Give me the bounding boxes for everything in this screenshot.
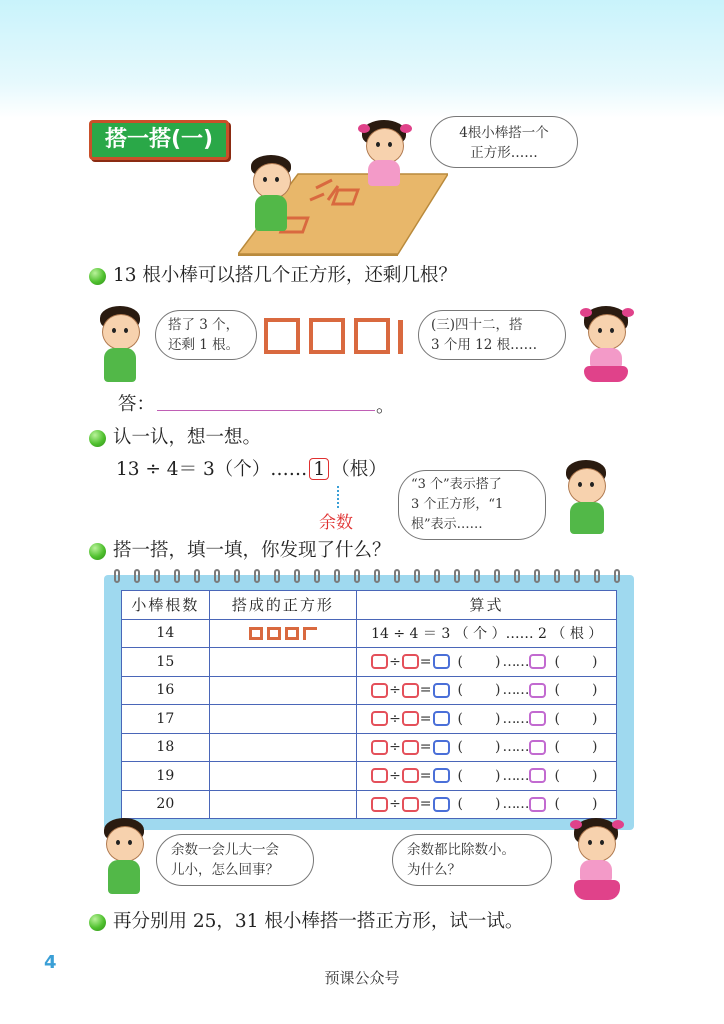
remainder-box (309, 458, 329, 480)
intro-bubble-line-1: 4根小棒搭一个 (459, 125, 549, 141)
stick-square-3 (354, 318, 390, 354)
girl-figure-bottom (566, 818, 628, 908)
boy-figure-middle (556, 460, 620, 540)
formula-blanks-cell: ÷ = ( ) …… ( ) (357, 705, 617, 734)
binder-ring (314, 569, 320, 583)
binder-ring (214, 569, 220, 583)
remainder-box[interactable] (529, 654, 546, 669)
formula-blanks-cell: ÷ = ( ) …… ( ) (357, 790, 617, 819)
dotted-pointer (337, 486, 339, 508)
divisor-box[interactable] (402, 654, 419, 669)
squares-cell[interactable] (209, 705, 356, 734)
green-bullet-icon (89, 268, 106, 285)
boy-bubble1-line-1: 搭了 3 个， (168, 317, 240, 333)
boy-figure-top (245, 155, 297, 245)
table-row (122, 762, 617, 791)
binder-ring (154, 569, 160, 583)
prompt-2-text: 认一认，想一想。 (113, 427, 262, 448)
green-bullet-icon (89, 430, 106, 447)
binder-ring (414, 569, 420, 583)
binder-ring (354, 569, 360, 583)
girl-figure-right (576, 306, 636, 388)
binder-ring (514, 569, 520, 583)
boy-bubble3-line-1: 余数一会儿大一会 (171, 842, 279, 858)
remainder-box[interactable] (529, 740, 546, 755)
squares-cell (209, 619, 356, 648)
intro-bubble-line-2: 正方形…… (470, 145, 538, 161)
squares-cell[interactable] (209, 733, 356, 762)
divisor-box[interactable] (402, 683, 419, 698)
binder-ring (134, 569, 140, 583)
remainder-box[interactable] (529, 797, 546, 812)
remainder-label: 余数 (319, 513, 353, 533)
dividend-box[interactable] (371, 797, 388, 812)
girl-bubble1-line-1: (三)四十二，搭 (431, 317, 523, 333)
binder-ring (194, 569, 200, 583)
answer-label: 答： (118, 394, 156, 415)
stick-count-cell: 20 (122, 790, 210, 819)
dividend-box[interactable] (371, 711, 388, 726)
squares-cell[interactable] (209, 648, 356, 677)
binder-ring (334, 569, 340, 583)
stick-square-2 (309, 318, 345, 354)
table-row (122, 790, 617, 819)
squares-cell[interactable] (209, 762, 356, 791)
binder-ring (614, 569, 620, 583)
divisor-box[interactable] (402, 711, 419, 726)
remainder-box[interactable] (529, 768, 546, 783)
binder-ring (574, 569, 580, 583)
binder-ring (294, 569, 300, 583)
table-row (122, 619, 617, 648)
top-header-band (0, 0, 724, 118)
square-icon (249, 627, 263, 640)
formula-blanks-cell: ÷ = ( ) …… ( ) (357, 733, 617, 762)
table-row (122, 676, 617, 705)
formula-blanks-cell: ÷ = ( ) …… ( ) (357, 676, 617, 705)
stick-count-cell: 17 (122, 705, 210, 734)
stick-count-cell: 14 (122, 619, 210, 648)
quotient-box[interactable] (433, 654, 450, 669)
formula-blanks-cell: ÷ = ( ) …… ( ) (357, 648, 617, 677)
squares-cell[interactable] (209, 790, 356, 819)
girl-bubble3-line-1: 余数都比除数小。 (407, 842, 515, 858)
stick-count-cell: 15 (122, 648, 210, 677)
remainder-value: 1 (313, 459, 326, 480)
notebook-table-panel (104, 575, 634, 830)
divisor-box[interactable] (402, 797, 419, 812)
binder-ring (594, 569, 600, 583)
intro-speech-bubble (430, 116, 578, 168)
header-stick-count: 小棒根数 (122, 591, 210, 620)
leftover-stick (398, 320, 403, 354)
binder-ring (114, 569, 120, 583)
dividend-box[interactable] (371, 683, 388, 698)
binder-ring (234, 569, 240, 583)
equation-left: 13 ÷ 4＝ 3（个）…… (116, 459, 308, 480)
answer-blank-line[interactable] (157, 410, 375, 411)
section-title: 搭一搭(一) (89, 120, 229, 160)
question-4-text: 再分别用 25，31 根小棒搭一搭正方形，试一试。 (113, 911, 524, 932)
girl-bubble3-line-2: 为什么？ (407, 862, 461, 878)
binder-ring (474, 569, 480, 583)
binder-ring (174, 569, 180, 583)
dividend-box[interactable] (371, 654, 388, 669)
girl-figure-top (356, 120, 412, 190)
girl-speech-bubble-3 (392, 834, 552, 886)
boy-figure-left (92, 306, 152, 388)
stick-square-1 (264, 318, 300, 354)
stick-count-cell: 19 (122, 762, 210, 791)
stick-count-cell: 18 (122, 733, 210, 762)
dividend-box[interactable] (371, 768, 388, 783)
boy-speech-bubble-1 (155, 310, 257, 360)
division-table (121, 590, 617, 819)
boy-speech-bubble-3 (156, 834, 314, 886)
quotient-box[interactable] (433, 711, 450, 726)
boy-speech-bubble-2 (398, 470, 546, 540)
remainder-box[interactable] (529, 711, 546, 726)
binder-ring (374, 569, 380, 583)
formula-blanks-cell: ÷ = ( ) …… ( ) (357, 762, 617, 791)
green-bullet-icon (89, 914, 106, 931)
binder-ring (494, 569, 500, 583)
binder-ring (534, 569, 540, 583)
square-icon (285, 627, 299, 640)
partial-square-icon (303, 627, 317, 640)
binder-ring (274, 569, 280, 583)
boy-bubble2-line-1: “3 个”表示搭了 (411, 477, 502, 492)
remainder-box[interactable] (529, 683, 546, 698)
binder-ring (454, 569, 460, 583)
binder-ring (554, 569, 560, 583)
divisor-box[interactable] (402, 768, 419, 783)
stick-count-cell: 16 (122, 676, 210, 705)
quotient-box[interactable] (433, 740, 450, 755)
quotient-box[interactable] (433, 797, 450, 812)
header-squares: 搭成的正方形 (209, 591, 356, 620)
boy-bubble3-line-2: 儿小，怎么回事？ (171, 862, 279, 878)
quotient-box[interactable] (433, 768, 450, 783)
footer-watermark-text: 预课公众号 (324, 969, 400, 987)
girl-bubble1-line-2: 3 个用 12 根…… (431, 337, 538, 353)
square-icon (267, 627, 281, 640)
divisor-box[interactable] (402, 740, 419, 755)
quotient-box[interactable] (433, 683, 450, 698)
equation-unit: （根） (331, 459, 387, 480)
boy-figure-bottom (96, 818, 154, 898)
answer-period: 。 (376, 396, 395, 417)
dividend-box[interactable] (371, 740, 388, 755)
binder-ring (394, 569, 400, 583)
example-formula-cell: 14 ÷ 4 ＝ 3 （ 个 ）…… 2 （ 根 ） (357, 619, 617, 648)
header-formula: 算式 (357, 591, 617, 620)
question-1-text: 13 根小棒可以搭几个正方形，还剩几根？ (113, 265, 457, 286)
table-row (122, 733, 617, 762)
boy-bubble2-line-3: 根”表示…… (411, 517, 483, 532)
boy-bubble1-line-2: 还剩 1 根。 (168, 337, 240, 353)
boy-bubble2-line-2: 3 个正方形，“1 (411, 497, 504, 512)
binder-ring (254, 569, 260, 583)
prompt-3-text: 搭一搭，填一填，你发现了什么？ (113, 540, 391, 561)
table-row (122, 705, 617, 734)
green-bullet-icon (89, 543, 106, 560)
girl-speech-bubble-1 (418, 310, 566, 360)
binder-ring (434, 569, 440, 583)
table-row (122, 648, 617, 677)
equation-text (116, 458, 387, 482)
page-number: 4 (44, 952, 57, 973)
table-header-row (122, 591, 617, 620)
squares-cell[interactable] (209, 676, 356, 705)
